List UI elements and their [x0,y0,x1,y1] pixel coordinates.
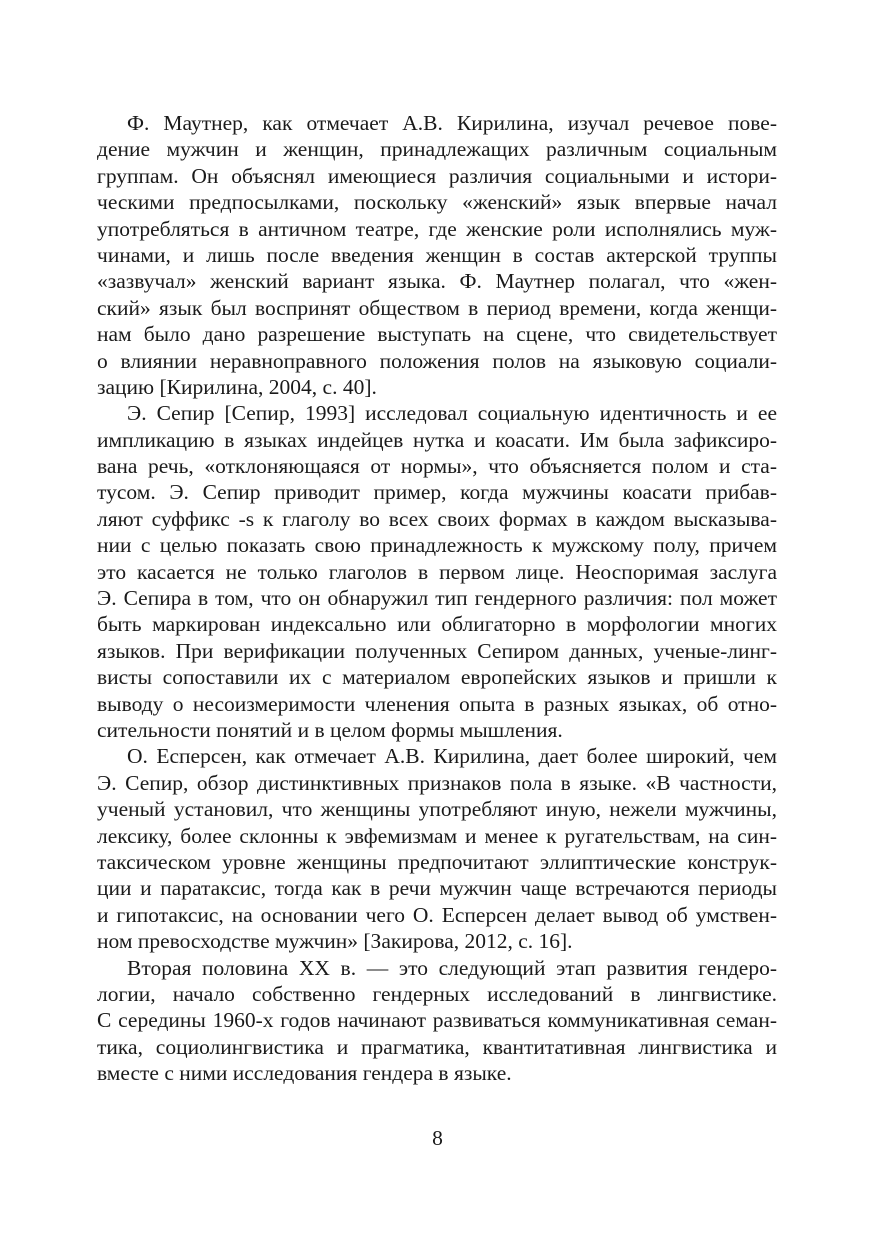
text-line: ческими предпосылками, поскольку «женский» язык впервые начал [97,190,777,215]
text-line: таксическом уровне женщины предпочитают эллиптические конструк- [97,849,777,874]
text-line: Ф. Маутнер, как отмечает А.В. Кирилина, изучал речевое пове- [127,111,777,135]
text-line: О. Есперсен, как отмечает А.В. Кирилина, дает более широкий, чем [127,744,777,769]
text-line: нии с целью показать свою принадлежность к мужскому полу, причем [97,533,777,558]
text-line: лексику, более склонны к эвфемизмам и менее к ругательствам, на син- [97,823,777,848]
text-line: группам. Он объяснял имеющиеся различия социальными и истори- [97,163,777,188]
text-line: Э. Сепир, обзор дистинктивных признаков пола в языке. «В частности, [97,770,777,795]
text-line: ном превосходстве мужчин» [Закирова, 2012, с. 16]. [97,929,573,954]
text-line: Э. Сепир [Сепир, 1993] исследовал социальную идентичность и ее [127,401,777,426]
text-line: и гипотаксис, на основании чего О. Есперсен делает вывод об умствен- [97,902,777,927]
text-line: чинами, и лишь после введения женщин в состав актерской труппы [97,242,777,267]
text-line: логии, начало собственно гендерных исследований в лингвистике. [97,981,777,1006]
text-line: сительности понятий и в целом формы мышления. [97,717,563,742]
text-line: ляют суффикс -s к глаголу во всех своих формах в каждом высказыва- [97,506,777,531]
text-line: дение мужчин и женщин, принадлежащих различным социальным [97,137,777,162]
text-line: Э. Сепира в том, что он обнаружил тип гендерного различия: пол может [97,586,777,611]
text-line: висты сопоставили их с материалом европейских языков и пришли к [97,665,777,690]
text-line: ученый установил, что женщины употребляют иную, нежели мужчины, [97,797,777,822]
text-line: употребляться в античном театре, где женские роли исполнялись муж- [97,216,777,241]
text-line: тусом. Э. Сепир приводит пример, когда мужчины коасати прибав- [97,480,777,505]
paragraph-jespersen [97,743,777,954]
text-line: Вторая половина XX в. — это следующий этап развития гендеро- [127,955,777,980]
paragraph-mautner [97,110,777,400]
text-line: «зазвучал» женский вариант языка. Ф. Маутнер полагал, что «жен- [97,269,777,294]
text-line: выводу о несоизмеримости членения опыта в разных языках, об отно- [97,691,777,716]
text-line: импликацию в языках индейцев нутка и коасати. Им была зафиксиро- [97,427,777,452]
text-line: о влиянии неравноправного положения полов на языковую социали- [97,348,777,373]
text-line: С середины 1960-х годов начинают развиваться коммуникативная семан- [97,1008,777,1033]
document-body [97,110,777,1086]
text-line: языков. При верификации полученных Сепиром данных, ученые-линг- [97,638,777,663]
text-line: вместе с ними исследования гендера в языке. [97,1061,512,1086]
text-line: быть маркирован индексально или облигаторно в морфологии многих [97,612,777,637]
text-line: ский» язык был воспринят обществом в период времени, когда женщи- [97,295,777,320]
text-line: зацию [Кирилина, 2004, с. 40]. [97,374,377,399]
text-line: вана речь, «отклоняющаяся от нормы», что объясняется полом и ста- [97,454,777,479]
paragraph-sapir [97,400,777,743]
text-line: ции и паратаксис, тогда как в речи мужчин чаще встречаются периоды [97,876,777,901]
text-line: тика, социолингвистика и прагматика, квантитативная лингвистика и [97,1034,777,1059]
page-number: 8 [432,1126,443,1150]
text-line: это касается не только глаголов в первом лице. Неоспоримая заслуга [97,559,777,584]
paragraph-gender-studies [97,955,777,1087]
text-line: нам было дано разрешение выступать на сцене, что свидетельствует [97,322,777,347]
